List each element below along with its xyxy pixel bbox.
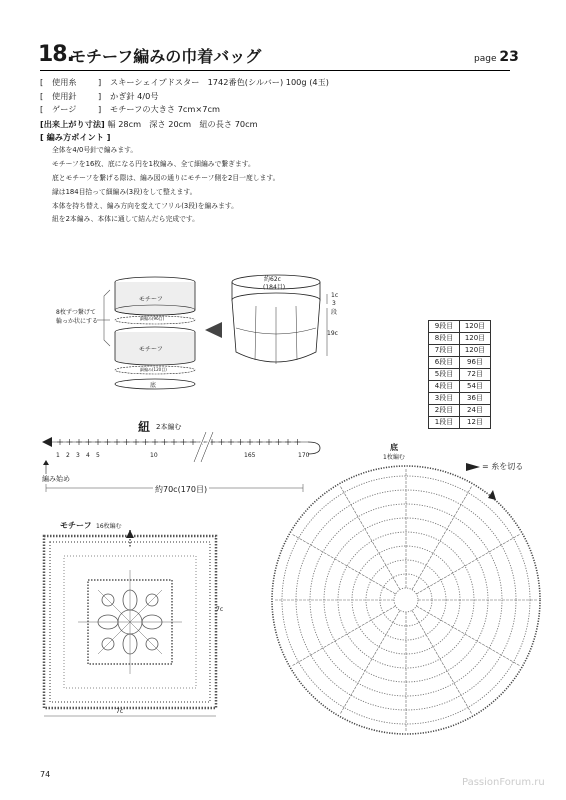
cord-stitch-mark xyxy=(266,439,272,445)
base-ring xyxy=(310,504,502,696)
stitch-count-table xyxy=(428,320,491,429)
table-cell-row: 1段目 xyxy=(429,417,460,429)
motif-height: 7c xyxy=(216,606,224,613)
table-row xyxy=(429,393,491,405)
table-cell-row: 6段目 xyxy=(429,357,460,369)
spec-label: ゲージ xyxy=(52,104,77,114)
table-cell-row: 3段目 xyxy=(429,393,460,405)
bag-top-label-2: (184目) xyxy=(263,284,286,291)
legend-text: = 糸を切る xyxy=(482,462,524,471)
table-cell-row: 7段目 xyxy=(429,345,460,357)
note-line: 全体を4/0号針で編みます。 xyxy=(52,146,138,154)
base-spoke xyxy=(412,610,472,714)
points-heading: [ 編み方ポイント ] xyxy=(40,132,111,142)
cord-tick: 170 xyxy=(298,452,310,459)
base-ring xyxy=(338,532,474,668)
mid-note-2: 細編み(120目) xyxy=(140,367,167,372)
page-title: モチーフ編みの巾着バッグ xyxy=(70,47,262,66)
cord-stitch-mark xyxy=(238,439,244,445)
table-row xyxy=(429,345,491,357)
finish-size xyxy=(40,119,258,129)
cord-stitch-mark xyxy=(105,439,111,445)
dim-3: 3 xyxy=(332,300,336,307)
cord-stitch-mark xyxy=(114,439,120,445)
cord-stitch-mark xyxy=(190,439,196,445)
motif-label-upper: モチーフ xyxy=(139,296,163,303)
base-chart xyxy=(268,460,544,740)
base-spoke xyxy=(340,486,400,590)
table-row xyxy=(429,405,491,417)
page-ref-number: 23 xyxy=(499,49,519,65)
table-cell-count: 120目 xyxy=(460,345,491,357)
note-line: 本体を持ち替え、編み方向を変えてフリル(3段)を編みます。 xyxy=(52,202,238,210)
cord-stitch-mark xyxy=(219,439,225,445)
cord-tick: 2 xyxy=(66,452,70,459)
table-row xyxy=(429,381,491,393)
cord-title: 紐 xyxy=(138,420,151,434)
cord-start-label: 編み始め xyxy=(42,475,70,483)
table-cell-count: 120目 xyxy=(460,321,491,333)
spec-value: スキーシェイプドスター 1742番色(シルバー) 100g (4玉) xyxy=(110,77,329,87)
base-label: 底 xyxy=(150,382,157,389)
mid-note-1: 細編み(96目) xyxy=(140,316,165,321)
spec-hook: [ 使用針 ] かぎ針 4/0号 xyxy=(40,91,159,101)
footer-page-number: 74 xyxy=(40,770,51,779)
assembly-diagram xyxy=(0,260,340,400)
cord-stitch-mark xyxy=(95,439,101,445)
assembly-note-2: 輪っか状にする xyxy=(56,318,99,325)
table-cell-count: 24目 xyxy=(460,405,491,417)
cord-tick: 165 xyxy=(244,452,256,459)
table-cell-row: 4段目 xyxy=(429,381,460,393)
table-cell-count: 36目 xyxy=(460,393,491,405)
table-cell-row: 2段目 xyxy=(429,405,460,417)
bag-top-label-1: 約62c xyxy=(264,276,281,283)
cord-stitch-mark xyxy=(124,439,130,445)
header-rule xyxy=(40,70,510,71)
cord-stitch-mark xyxy=(143,439,149,445)
base-spoke xyxy=(416,534,520,594)
dim-1c: 1c xyxy=(331,292,339,299)
table-cell-count: 54目 xyxy=(460,381,491,393)
cord-stitch-mark xyxy=(133,439,139,445)
motif-chart-title: モチーフ xyxy=(60,521,92,530)
base-spoke xyxy=(292,606,396,666)
table-cell-count: 120目 xyxy=(460,333,491,345)
cord-tick: 1 xyxy=(56,452,60,459)
cord-stitch-mark xyxy=(181,439,187,445)
motif-chart-subtitle: 16枚編む xyxy=(96,523,122,530)
cord-length: 約70c(170目) xyxy=(155,485,208,494)
cord-stitch-mark xyxy=(228,439,234,445)
page-ref-prefix: page xyxy=(474,54,497,64)
motif-label-lower: モチーフ xyxy=(139,346,163,353)
cord-stitch-mark xyxy=(67,439,73,445)
base-spoke xyxy=(412,486,472,590)
cord-tick: 4 xyxy=(86,452,90,459)
page-number-title: 18. xyxy=(38,42,74,67)
cord-stitch-mark xyxy=(162,439,168,445)
spec-yarn: [ 使用糸 ] スキーシェイプドスター 1742番色(シルバー) 100g (4玉) xyxy=(40,77,329,87)
base-ring xyxy=(394,588,418,612)
footer-watermark: PassionForum.ru xyxy=(462,777,545,788)
spec-label: 使用針 xyxy=(52,91,77,101)
page-ref xyxy=(474,49,519,65)
cord-tick: 3 xyxy=(76,452,80,459)
table-cell-count: 72目 xyxy=(460,369,491,381)
table-cell-row: 8段目 xyxy=(429,333,460,345)
finish-value: 幅 28cm 深さ 20cm 紐の長さ 70cm xyxy=(107,119,258,129)
spec-label: 使用糸 xyxy=(52,77,77,87)
table-cell-row: 5段目 xyxy=(429,369,460,381)
note-line: 紐を2本編み、本体に通して結んだら完成です。 xyxy=(52,215,199,223)
cord-stitch-mark xyxy=(276,439,282,445)
dim-3-rows: 段 xyxy=(331,309,338,316)
cord-stitch-mark xyxy=(257,439,263,445)
note-line: モチーフを16枚、底になる円を1枚編み、全て細編みで繋ぎます。 xyxy=(52,160,255,168)
cord-tick: 10 xyxy=(150,452,158,459)
base-spoke xyxy=(340,610,400,714)
table-cell-count: 12目 xyxy=(460,417,491,429)
spec-gauge: [ ゲージ ] モチーフの大きさ 7cm×7cm xyxy=(40,104,220,114)
cord-tick: 5 xyxy=(96,452,100,459)
table-row xyxy=(429,357,491,369)
spec-value: かぎ針 4/0号 xyxy=(110,91,159,101)
motif-chart xyxy=(38,530,228,720)
note-line: 縁は184目拾って細編み(3段)をして整えます。 xyxy=(52,188,197,196)
base-spoke xyxy=(416,606,520,666)
spec-value: モチーフの大きさ 7cm×7cm xyxy=(110,104,220,114)
assembly-note-1: 8枚ずつ繋げて xyxy=(56,309,96,316)
base-chart-subtitle: 1枚編む xyxy=(383,454,405,461)
cord-subtitle: 2本編む xyxy=(156,423,182,431)
table-row xyxy=(429,369,491,381)
motif-width: 7c xyxy=(116,708,124,715)
note-line: 底とモチーフを繋げる際は、編み図の通りにモチーフ側を2目一度します。 xyxy=(52,174,280,182)
base-spoke xyxy=(292,534,396,594)
cord-stitch-mark xyxy=(76,439,82,445)
cord-stitch-mark xyxy=(285,439,291,445)
base-chart-title: 底 xyxy=(390,443,398,452)
cord-stitch-mark xyxy=(152,439,158,445)
dim-19c: 19c xyxy=(327,330,338,337)
cord-stitch-mark xyxy=(57,439,63,445)
cord-stitch-mark xyxy=(86,439,92,445)
table-cell-count: 96目 xyxy=(460,357,491,369)
table-cell-row: 9段目 xyxy=(429,321,460,333)
table-row xyxy=(429,333,491,345)
table-row xyxy=(429,321,491,333)
cord-stitch-mark xyxy=(295,439,301,445)
cord-stitch-mark xyxy=(171,439,177,445)
cord-stitch-mark xyxy=(247,439,253,445)
table-row xyxy=(429,417,491,429)
finish-label: [出来上がり寸法] xyxy=(40,119,105,129)
